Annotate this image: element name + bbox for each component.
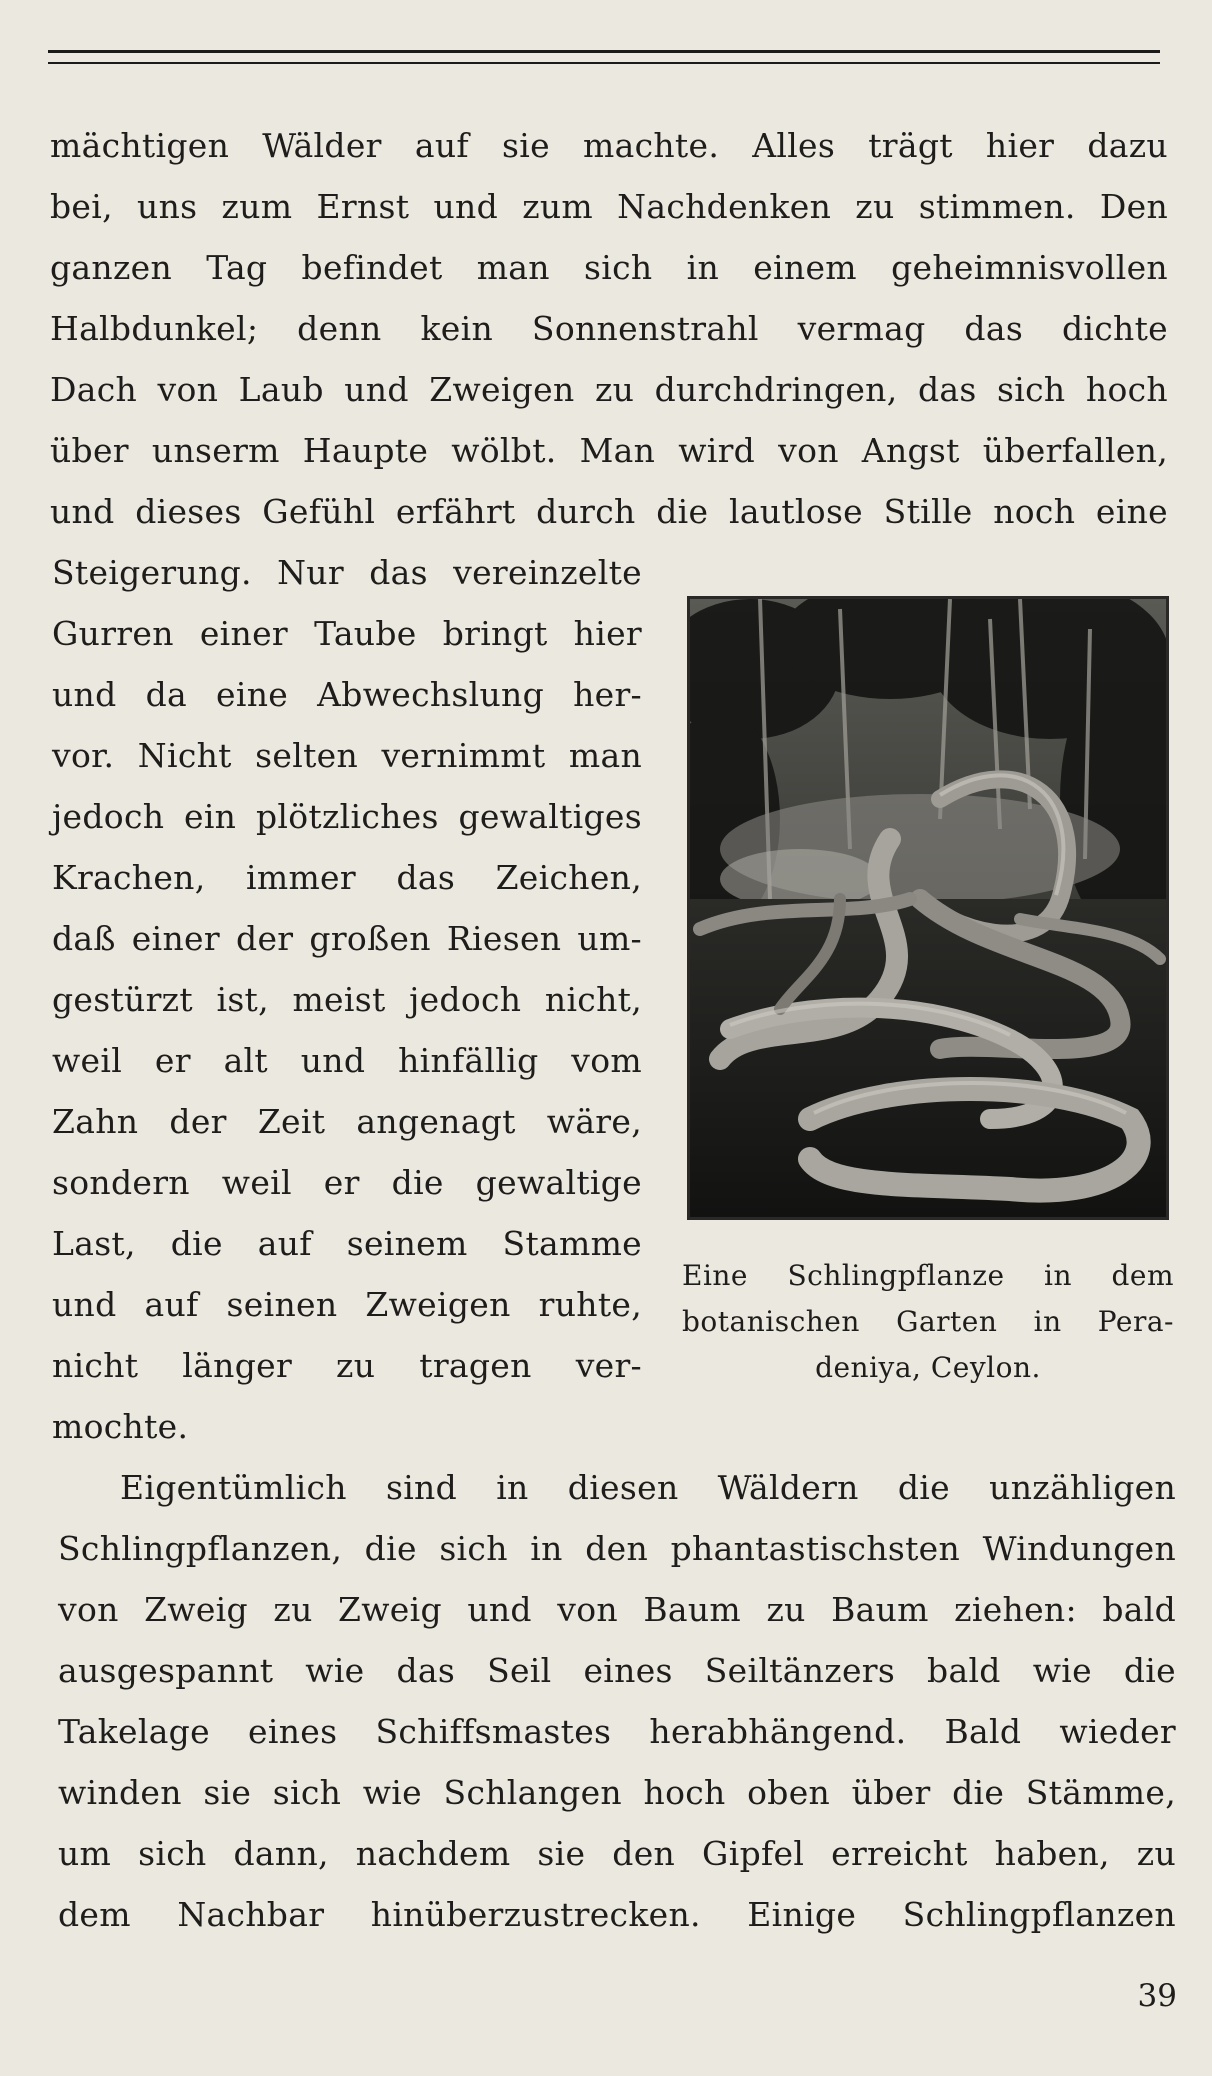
text-line: von Zweig zu Zweig und von Baum zu Baum ziehen: bald bbox=[58, 1590, 1176, 1629]
text-line: Dach von Laub und Zweigen zu durchdringen, das sich hoch bbox=[50, 370, 1168, 409]
text-line: und auf seinen Zweigen ruhte, bbox=[52, 1285, 642, 1324]
text-line: und dieses Gefühl erfährt durch die lautlose Stille noch eine bbox=[50, 492, 1168, 531]
text-line: gestürzt ist, meist jedoch nicht, bbox=[52, 980, 642, 1019]
text-line: jedoch ein plötzliches gewaltiges bbox=[52, 797, 642, 836]
text-line: um sich dann, nachdem sie den Gipfel erreicht haben, zu bbox=[58, 1834, 1176, 1873]
text-line: Eigentümlich sind in diesen Wäldern die unzähligen bbox=[120, 1468, 1176, 1507]
text-line: dem Nachbar hinüberzustrecken. Einige Schlingpflanzen bbox=[58, 1895, 1176, 1934]
text-line: Steigerung. Nur das vereinzelte bbox=[52, 553, 642, 592]
page-number: 39 bbox=[1137, 1978, 1177, 2014]
figure-caption-line: deniya, Ceylon. bbox=[815, 1351, 1041, 1384]
text-line: sondern weil er die gewaltige bbox=[52, 1163, 642, 1202]
text-line: Last, die auf seinem Stamme bbox=[52, 1224, 642, 1263]
header-rule-bottom bbox=[48, 62, 1160, 64]
text-line: Takelage eines Schiffsmastes herabhängend. Bald wieder bbox=[58, 1712, 1176, 1751]
text-line: Schlingpflanzen, die sich in den phantastischsten Windungen bbox=[58, 1529, 1176, 1568]
text-line: Halbdunkel; denn kein Sonnenstrahl vermag das dichte bbox=[50, 309, 1168, 348]
text-line: Zahn der Zeit angenagt wäre, bbox=[52, 1102, 642, 1141]
figure-caption-line: botanischen Garten in Pera- bbox=[682, 1305, 1174, 1338]
figure-caption-line: Eine Schlingpflanze in dem bbox=[682, 1259, 1174, 1292]
text-line: bei, uns zum Ernst und zum Nachdenken zu stimmen. Den bbox=[50, 187, 1168, 226]
text-line: mochte. bbox=[52, 1407, 189, 1446]
text-line: ausgespannt wie das Seil eines Seiltänzers bald wie die bbox=[58, 1651, 1176, 1690]
vine-photograph bbox=[687, 596, 1169, 1220]
text-line: vor. Nicht selten vernimmt man bbox=[52, 736, 642, 775]
text-line: mächtigen Wälder auf sie machte. Alles trägt hier dazu bbox=[50, 126, 1168, 165]
text-line: winden sie sich wie Schlangen hoch oben über die Stämme, bbox=[58, 1773, 1176, 1812]
text-line: daß einer der großen Riesen um- bbox=[52, 919, 642, 958]
text-line: ganzen Tag befindet man sich in einem geheimnisvollen bbox=[50, 248, 1168, 287]
text-line: Gurren einer Taube bringt hier bbox=[52, 614, 642, 653]
text-line: und da eine Abwechslung her- bbox=[52, 675, 642, 714]
text-line: über unserm Haupte wölbt. Man wird von Angst überfallen, bbox=[50, 431, 1168, 470]
text-line: weil er alt und hinfällig vom bbox=[52, 1041, 642, 1080]
header-rule-top bbox=[48, 50, 1160, 53]
text-line: nicht länger zu tragen ver- bbox=[52, 1346, 642, 1385]
text-line: Krachen, immer das Zeichen, bbox=[52, 858, 642, 897]
